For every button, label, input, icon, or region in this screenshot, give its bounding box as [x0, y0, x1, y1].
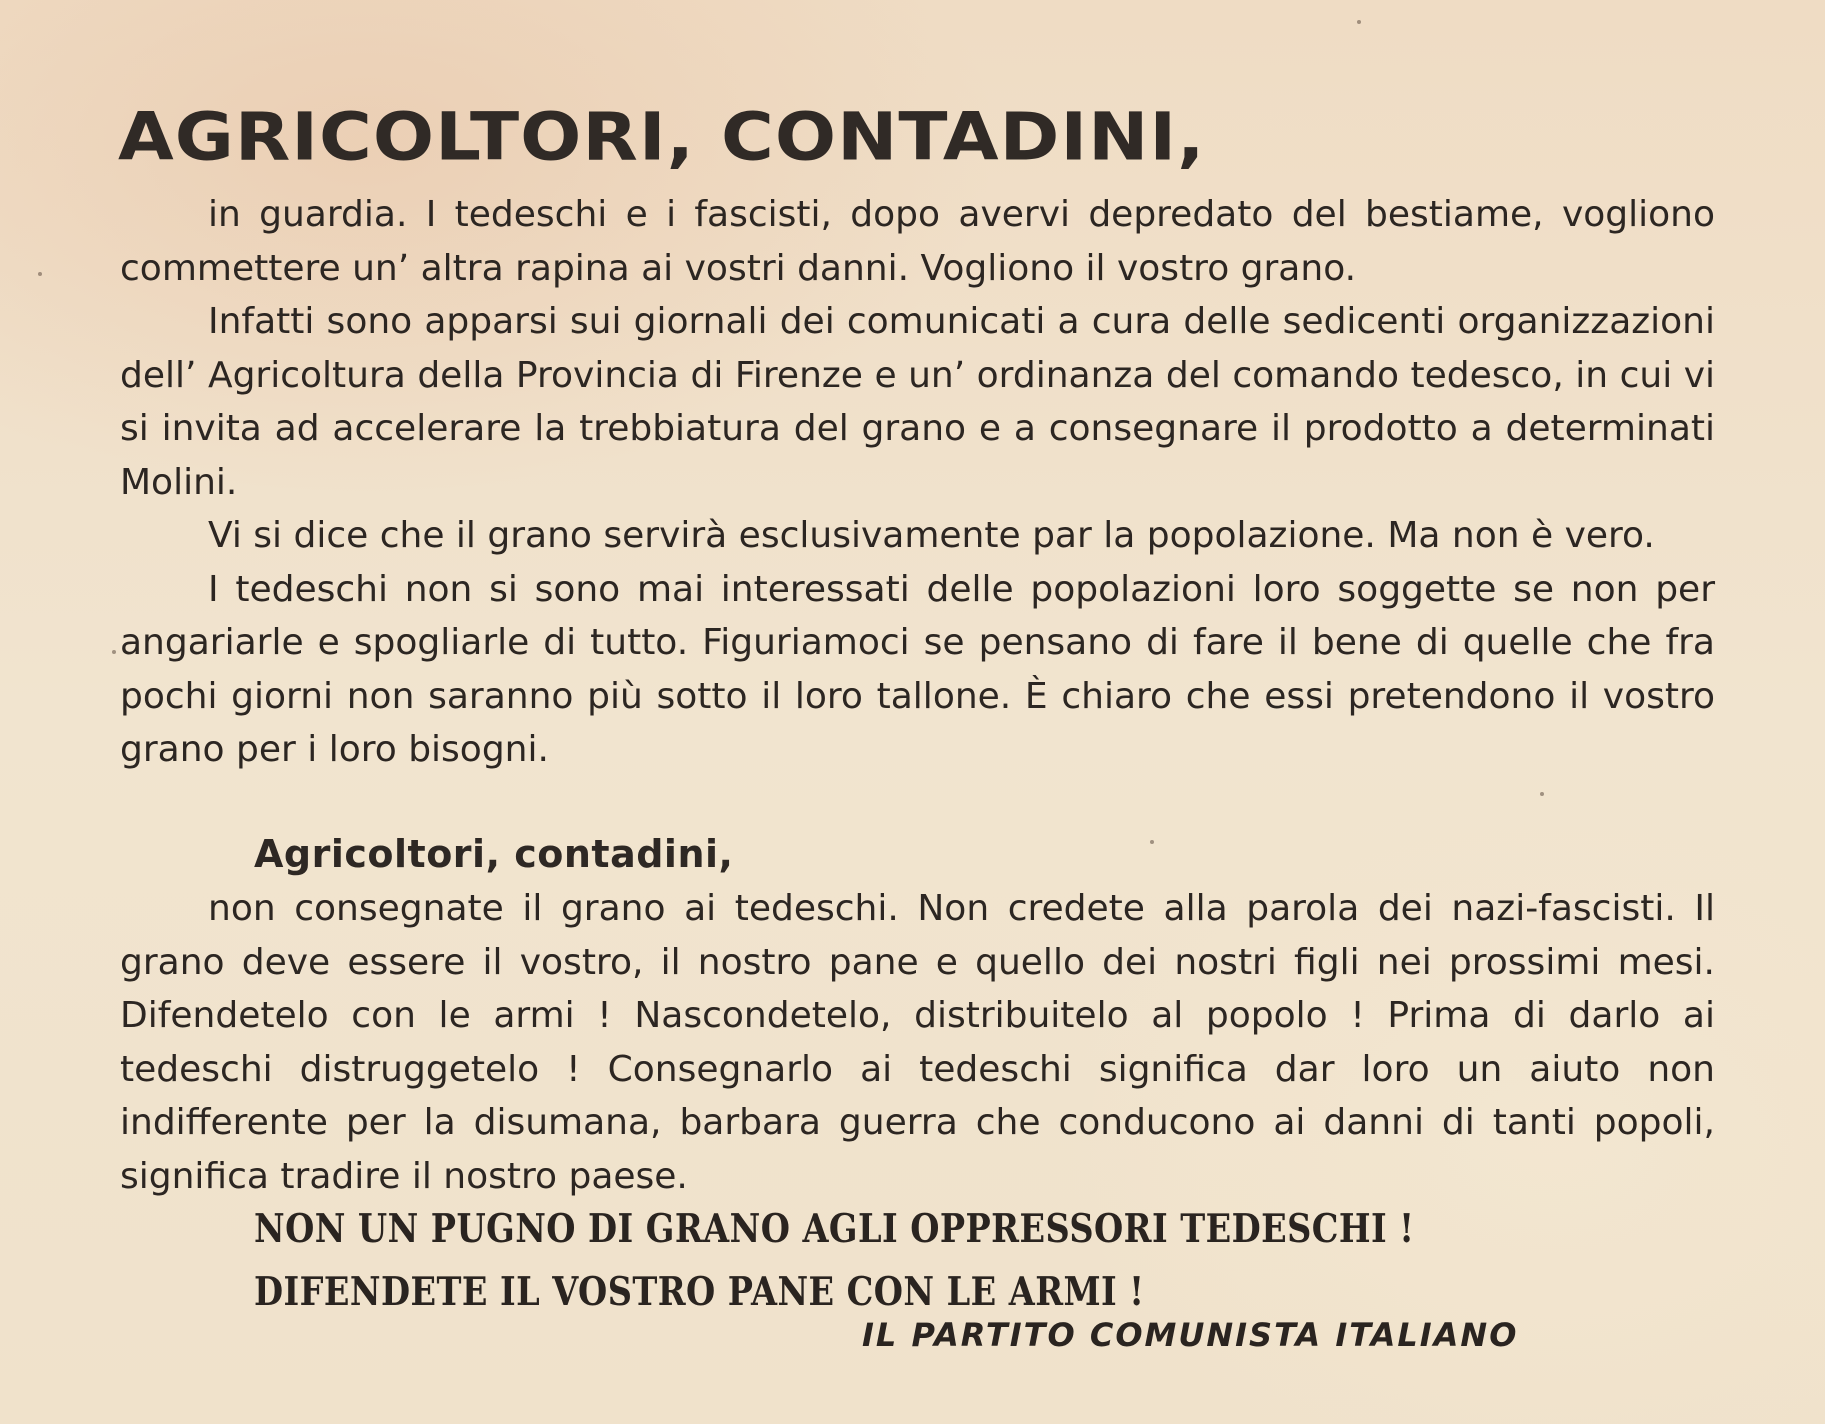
paragraph: Infatti sono apparsi sui giornali dei comunicati a cura delle sedicenti organizzazioni dell’ Agricoltura della Provincia di Firenze e un’ ordinanza del comando tedesco, in cui vi si invita ad accelerare la trebbiatura del grano e a consegnare il prodotto a determinati Molini. — [120, 301, 1715, 503]
slogan-line: NON UN PUGNO DI GRANO AGLI OPPRESSORI TEDESCHI ! — [254, 1206, 1415, 1252]
slogan-line: DIFENDETE IL VOSTRO PANE CON LE ARMI ! — [254, 1269, 1145, 1315]
leaflet-headline: AGRICOLTORI, CONTADINI, — [118, 98, 1206, 176]
leaflet-body-first — [120, 188, 1715, 777]
paragraph: I tedeschi non si sono mai interessati delle popolazioni loro soggette se non per angariarle e spogliarle di tutto. Figuriamoci se pensano di fare il bene di quelle che fra pochi giorni non saranno più sotto il loro tallone. È chiaro che essi pretendono il vostro grano per i loro bisogni. — [120, 568, 1715, 770]
paragraph: non consegnate il grano ai tedeschi. Non credete alla parola dei nazi-fascisti. Il grano deve essere il vostro, il nostro pane e quello dei nostri figli nei prossimi mesi. Difendetelo con le armi ! Nascondetelo, distribuitelo al popolo ! Prima di darlo ai tedeschi distruggetelo ! Consegnarlo ai tedeschi significa dar loro un aiuto non indifferente per la disumana, barbara guerra che conducono ai danni di tanti popoli, significa tradire il nostro paese. — [120, 888, 1715, 1197]
signature: IL PARTITO COMUNISTA ITALIANO — [862, 1316, 1519, 1354]
paper-speck — [1540, 792, 1544, 796]
paper-speck — [112, 650, 116, 654]
paper-speck — [1150, 840, 1154, 844]
paper-speck — [1357, 20, 1361, 24]
paper-speck — [38, 272, 42, 276]
leaflet-body-second — [120, 882, 1715, 1203]
leaflet-sub-headline: Agricoltori, contadini, — [254, 832, 734, 876]
paragraph: in guardia. I tedeschi e i fascisti, dopo avervi depredato del bestiame, vogliono commettere un’ altra rapina ai vostri danni. Vogliono il vostro grano. — [120, 194, 1715, 289]
paragraph: Vi si dice che il grano servirà esclusivamente par la popolazione. Ma non è vero. — [208, 515, 1655, 556]
